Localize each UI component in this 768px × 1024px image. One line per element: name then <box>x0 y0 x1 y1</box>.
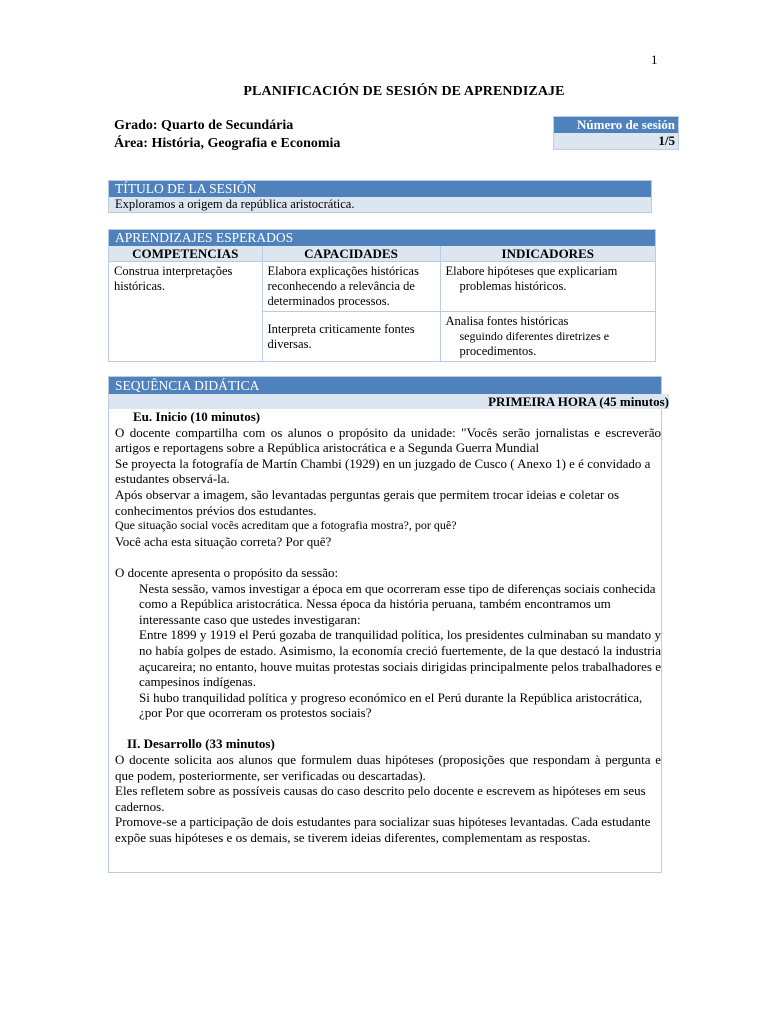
indicador-cell <box>440 312 655 362</box>
paragraph: Promove-se a participação de dois estudantes para socializar suas hipóteses levantadas. Cada estudante expõe suas hipóteses e os demais, se tiverem ideias diferentes, complementam as respostas. <box>115 814 651 846</box>
grade-area-block <box>114 117 340 153</box>
paragraph: Após observar a imagem, são levantadas perguntas gerais que permitem trocar ideias e coletar os conhecimentos prévios dos estudantes. <box>115 486 620 518</box>
indicador-cell <box>440 262 655 312</box>
session-number-label: Número de sesión <box>554 117 678 133</box>
session-number-box <box>553 116 679 150</box>
document-title: PLANIFICACIÓN DE SESIÓN DE APRENDIZAJE <box>243 84 565 99</box>
indicador-line: problemas históricos. <box>459 279 567 293</box>
page-number: 1 <box>651 52 658 67</box>
paragraph: Entre 1899 y 1919 el Perú gozaba de tranquilidad política, los presidentes culminaban su mandato y no había golpes de estado. Asimismo, la economía creció fuertemente, de la que destacó la industria açucareira; no entanto, houve muitas protestas sociais dirigidas principalmente pelos trabalhadores e campesinos indígenas. <box>139 627 661 690</box>
table-header-row <box>109 246 655 262</box>
table-row <box>109 262 655 312</box>
indicador-line: Elabore hipóteses que explicariam <box>445 264 618 278</box>
paragraph: Eles refletem sobre as possíveis causas do caso descrito pelo docente e escrevem as hipóteses em seus cadernos. <box>115 783 646 814</box>
paragraph: O docente apresenta o propósito da sessão: <box>115 564 339 580</box>
expected-learning-header: APRENDIZAJES ESPERADOS <box>109 230 655 246</box>
paragraph: O docente solicita aos alunos que formulem duas hipóteses (proposições que respondam à pergunta e que podem, posteriormente, ser verificadas ou descartadas). <box>115 752 661 783</box>
didactic-sequence-header: SEQUÊNCIA DIDÁTICA <box>109 377 661 394</box>
capacidad-cell: Interpreta criticamente fontes diversas. <box>262 312 440 362</box>
indicador-line: procedimentos. <box>459 344 537 358</box>
paragraph: Si hubo tranquilidad política y progreso económico en el Perú durante la República aristocrática, ¿por Por que ocorreram os protestos sociais? <box>139 689 643 721</box>
capacidad-cell: Elabora explicações históricas reconhecendo a relevância de determinados processos. <box>262 262 440 312</box>
indicador-line: seguindo diferentes diretrizes e <box>459 329 610 343</box>
session-title-header: TÍTULO DE LA SESIÓN <box>109 181 651 197</box>
session-title-text: Exploramos a origem da república aristocrática. <box>109 197 651 212</box>
desarrollo-heading: II. Desarrollo (33 minutos) <box>127 736 275 752</box>
first-hour-label: PRIMEIRA HORA (45 minutos) <box>109 394 669 409</box>
column-header-capacidades: CAPACIDADES <box>262 246 440 262</box>
column-header-indicadores: INDICADORES <box>440 246 655 262</box>
question-item: Você acha esta situação correta? Por quê? <box>115 533 332 549</box>
competencia-cell: Construa interpretações históricas. <box>109 262 262 362</box>
expected-learning-table <box>109 246 655 361</box>
question-item: Que situação social vocês acreditam que a fotografia mostra?, por quê? <box>115 518 457 533</box>
area-label: Área: História, Geografia e Economia <box>114 136 341 151</box>
column-header-competencias: COMPETENCIAS <box>109 246 262 262</box>
inicio-heading: Eu. Inicio (10 minutos) <box>133 409 261 424</box>
grade-label: Grado: Quarto de Secundária <box>114 118 294 133</box>
expected-learning-section <box>108 229 656 362</box>
indicador-line: Analisa fontes históricas <box>445 314 569 328</box>
sequence-body <box>109 409 661 846</box>
paragraph: Se proyecta la fotografía de Martín Chambi (1929) en un juzgado de Cusco ( Anexo 1) e é convidado a estudantes observá-la. <box>115 455 651 487</box>
didactic-sequence-section <box>108 376 669 873</box>
paragraph: Nesta sessão, vamos investigar a época em que ocorreram esse tipo de diferenças sociais conhecida como a República aristocrática. Nessa época da história peruana, também encontramos um interessante caso que ustedes investigaran: <box>139 580 656 627</box>
paragraph: O docente compartilha com os alunos o propósito da unidade: "Vocês serão jornalistas e escreverão artigos e reportagens sobre a República aristocrática e a Segunda Guerra Mundial <box>115 424 661 456</box>
session-number-value: 1/5 <box>554 133 678 149</box>
session-title-section <box>108 180 652 213</box>
